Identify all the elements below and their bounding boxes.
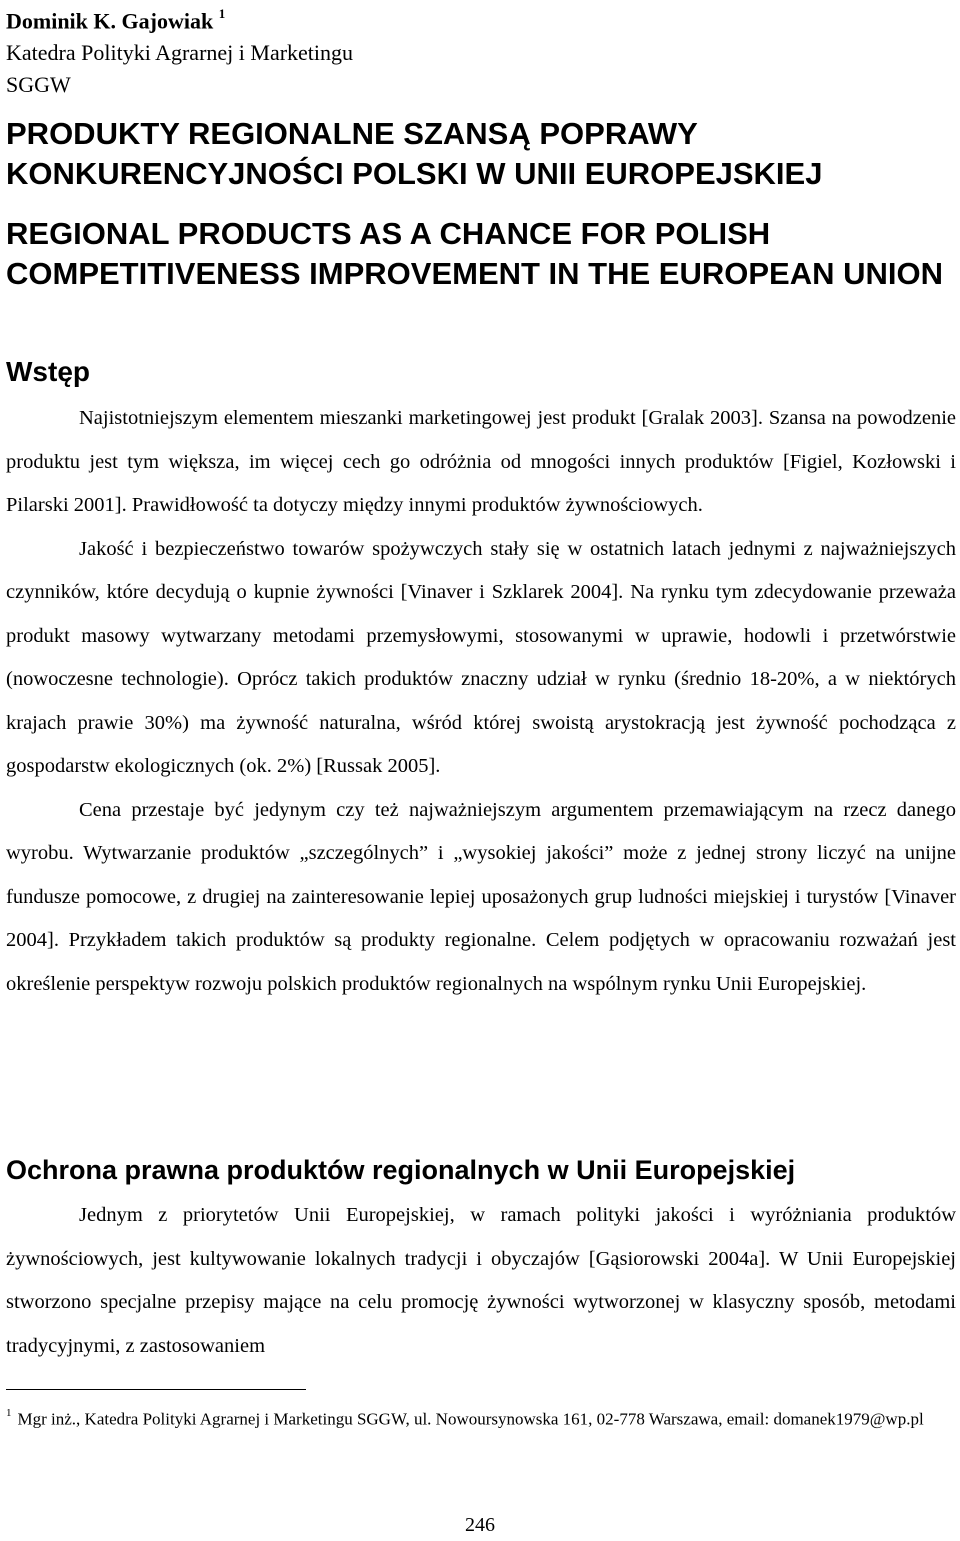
author-footnote-mark: 1 [218,6,226,21]
paragraph: Cena przestaje być jedynym czy też najważniejszym argumentem przemawiającym na rzecz danego wyrobu. Wytwarzanie produktów „szczególnych” i „wysokiej jakości” może z jednej strony liczyć na unijne fundusze pomocowe, z drugiej na zainteresowanie lepiej uposażonych grup ludności miejskiej i turystów [Vinaver 2004]. Przykładem takich produktów są produkty regionalne. Celem podjętych w opracowaniu rozważań jest określenie perspektyw rozwoju polskich produktów regionalnych na wspólnym rynku Unii Europejskiej. [6,798,956,995]
footnote-mark: 1 [6,1407,12,1419]
section-body-legal-protection [6,1194,956,1368]
title-english: REGIONAL PRODUCTS AS A CHANCE FOR POLISH COMPETITIVENESS IMPROVEMENT IN THE EUROPEAN UNION [6,216,943,291]
author-name-text: Dominik K. Gajowiak [6,8,214,34]
section-heading-introduction: Wstęp [6,356,90,387]
author-block [6,0,353,101]
page-number: 246 [465,1514,495,1536]
title-polish: PRODUKTY REGIONALNE SZANSĄ POPRAWY KONKURENCYJNOŚCI POLSKI W UNII EUROPEJSKIEJ [6,116,823,191]
author-institution: SGGW [6,72,71,98]
paragraph: Jednym z priorytetów Unii Europejskiej, w ramach polityki jakości i wyróżniania produktów żywnościowych, jest kultywowanie lokalnych tradycji i obyczajów [Gąsiorowski 2004a]. W Unii Europejskiej stworzono specjalne przepisy mające na celu promocję żywności wytworzonej w klasyczny sposób, metodami tradycyjnymi, z zastosowaniem [6,1204,956,1357]
paragraph: Najistotniejszym elementem mieszanki marketingowej jest produkt [Gralak 2003]. Szansa na powodzenie produktu jest tym większa, im więcej cech go odróżnia od mnogości innych produktów [Figiel, Kozłowski i Pilarski 2001]. Prawidłowość ta dotyczy między innymi produktów żywnościowych. [6,407,956,516]
footnote-text: Mgr inż., Katedra Polityki Agrarnej i Marketingu SGGW, ul. Nowoursynowska 161, 02-778 Warszawa, email: domanek1979@wp.pl [17,1409,924,1429]
author-name [6,0,353,37]
section-heading-legal-protection: Ochrona prawna produktów regionalnych w Unii Europejskiej [6,1155,796,1185]
section-body-introduction [6,397,956,1006]
footnote-separator [6,1389,306,1390]
author-affiliation: Katedra Polityki Agrarnej i Marketingu [6,40,354,66]
paragraph: Jakość i bezpieczeństwo towarów spożywczych stały się w ostatnich latach jednymi z najważniejszych czynników, które decydują o kupnie żywności [Vinaver i Szklarek 2004]. Na rynku tym zdecydowanie przeważa produkt masowy wytwarzany metodami przemysłowymi, stosowanymi w uprawie, hodowli i przetwórstwie (nowoczesne technologie). Oprócz takich produktów znaczny udział w rynku (średnio 18-20%, a w niektórych krajach prawie 30%) ma żywność naturalna, wśród której swoistą arystokracją jest żywność pochodząca z gospodarstw ekologicznych (ok. 2%) [Russak 2005]. [6,537,956,777]
footnote [6,1402,956,1433]
